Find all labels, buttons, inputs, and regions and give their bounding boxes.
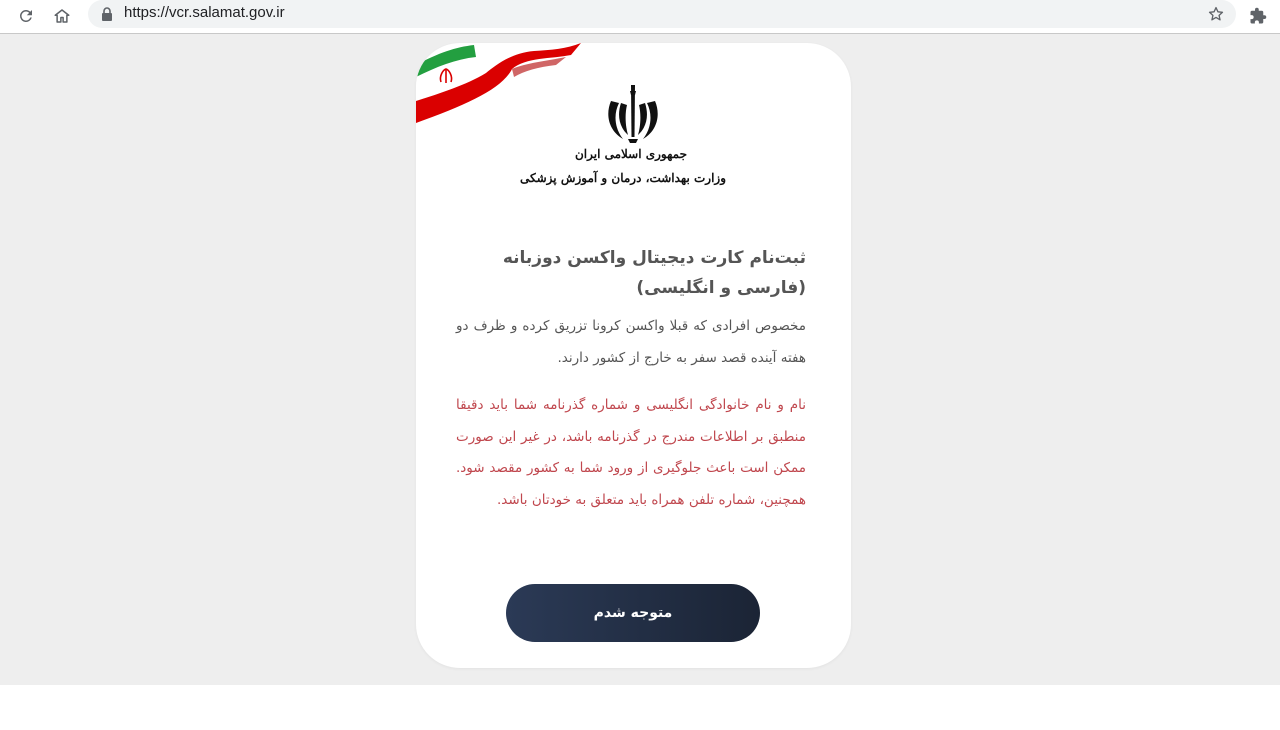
warning-text: نام و نام خانوادگی انگلیسی و شماره گذرنامه شما باید دقیقا منطبق بر اطلاعات مندرج در گذرنامه باشد، در غیر این صورت ممکن است باعث جلوگیری از ورود شما به کشور مقصد شود. همچنین، شماره تلفن همراه باید متعلق به خودتان باشد. (456, 397, 806, 508)
intro-text: مخصوص افرادی که قبلا واکسن کرونا تزریق کرده و ظرف دو هفته آینده قصد سفر به خارج از کشور دارند. (456, 318, 806, 366)
info-card (416, 43, 851, 668)
address-bar[interactable] (88, 0, 1236, 28)
browser-toolbar (0, 0, 1280, 34)
emblem-icon (601, 81, 665, 145)
page-background (0, 34, 1280, 685)
reload-icon[interactable] (14, 4, 38, 28)
home-icon[interactable] (50, 4, 74, 28)
page-title: ثبت‌نام کارت دیجیتال واکسن دوزبانه (فارسی و انگلیسی) (502, 248, 806, 298)
page-footer-area (0, 685, 1280, 730)
star-icon[interactable] (1206, 4, 1226, 24)
url-text[interactable]: https://vcr.salamat.gov.ir (124, 4, 285, 21)
ministry-name-line2: وزارت بهداشت، درمان و آموزش پزشکی (520, 171, 726, 185)
acknowledge-button[interactable]: متوجه شدم (506, 584, 760, 642)
lock-icon (100, 7, 114, 21)
iran-flag-ribbon (416, 43, 596, 133)
puzzle-icon[interactable] (1246, 4, 1270, 28)
ministry-name-line1: جمهوری اسلامی ایران (574, 147, 688, 161)
